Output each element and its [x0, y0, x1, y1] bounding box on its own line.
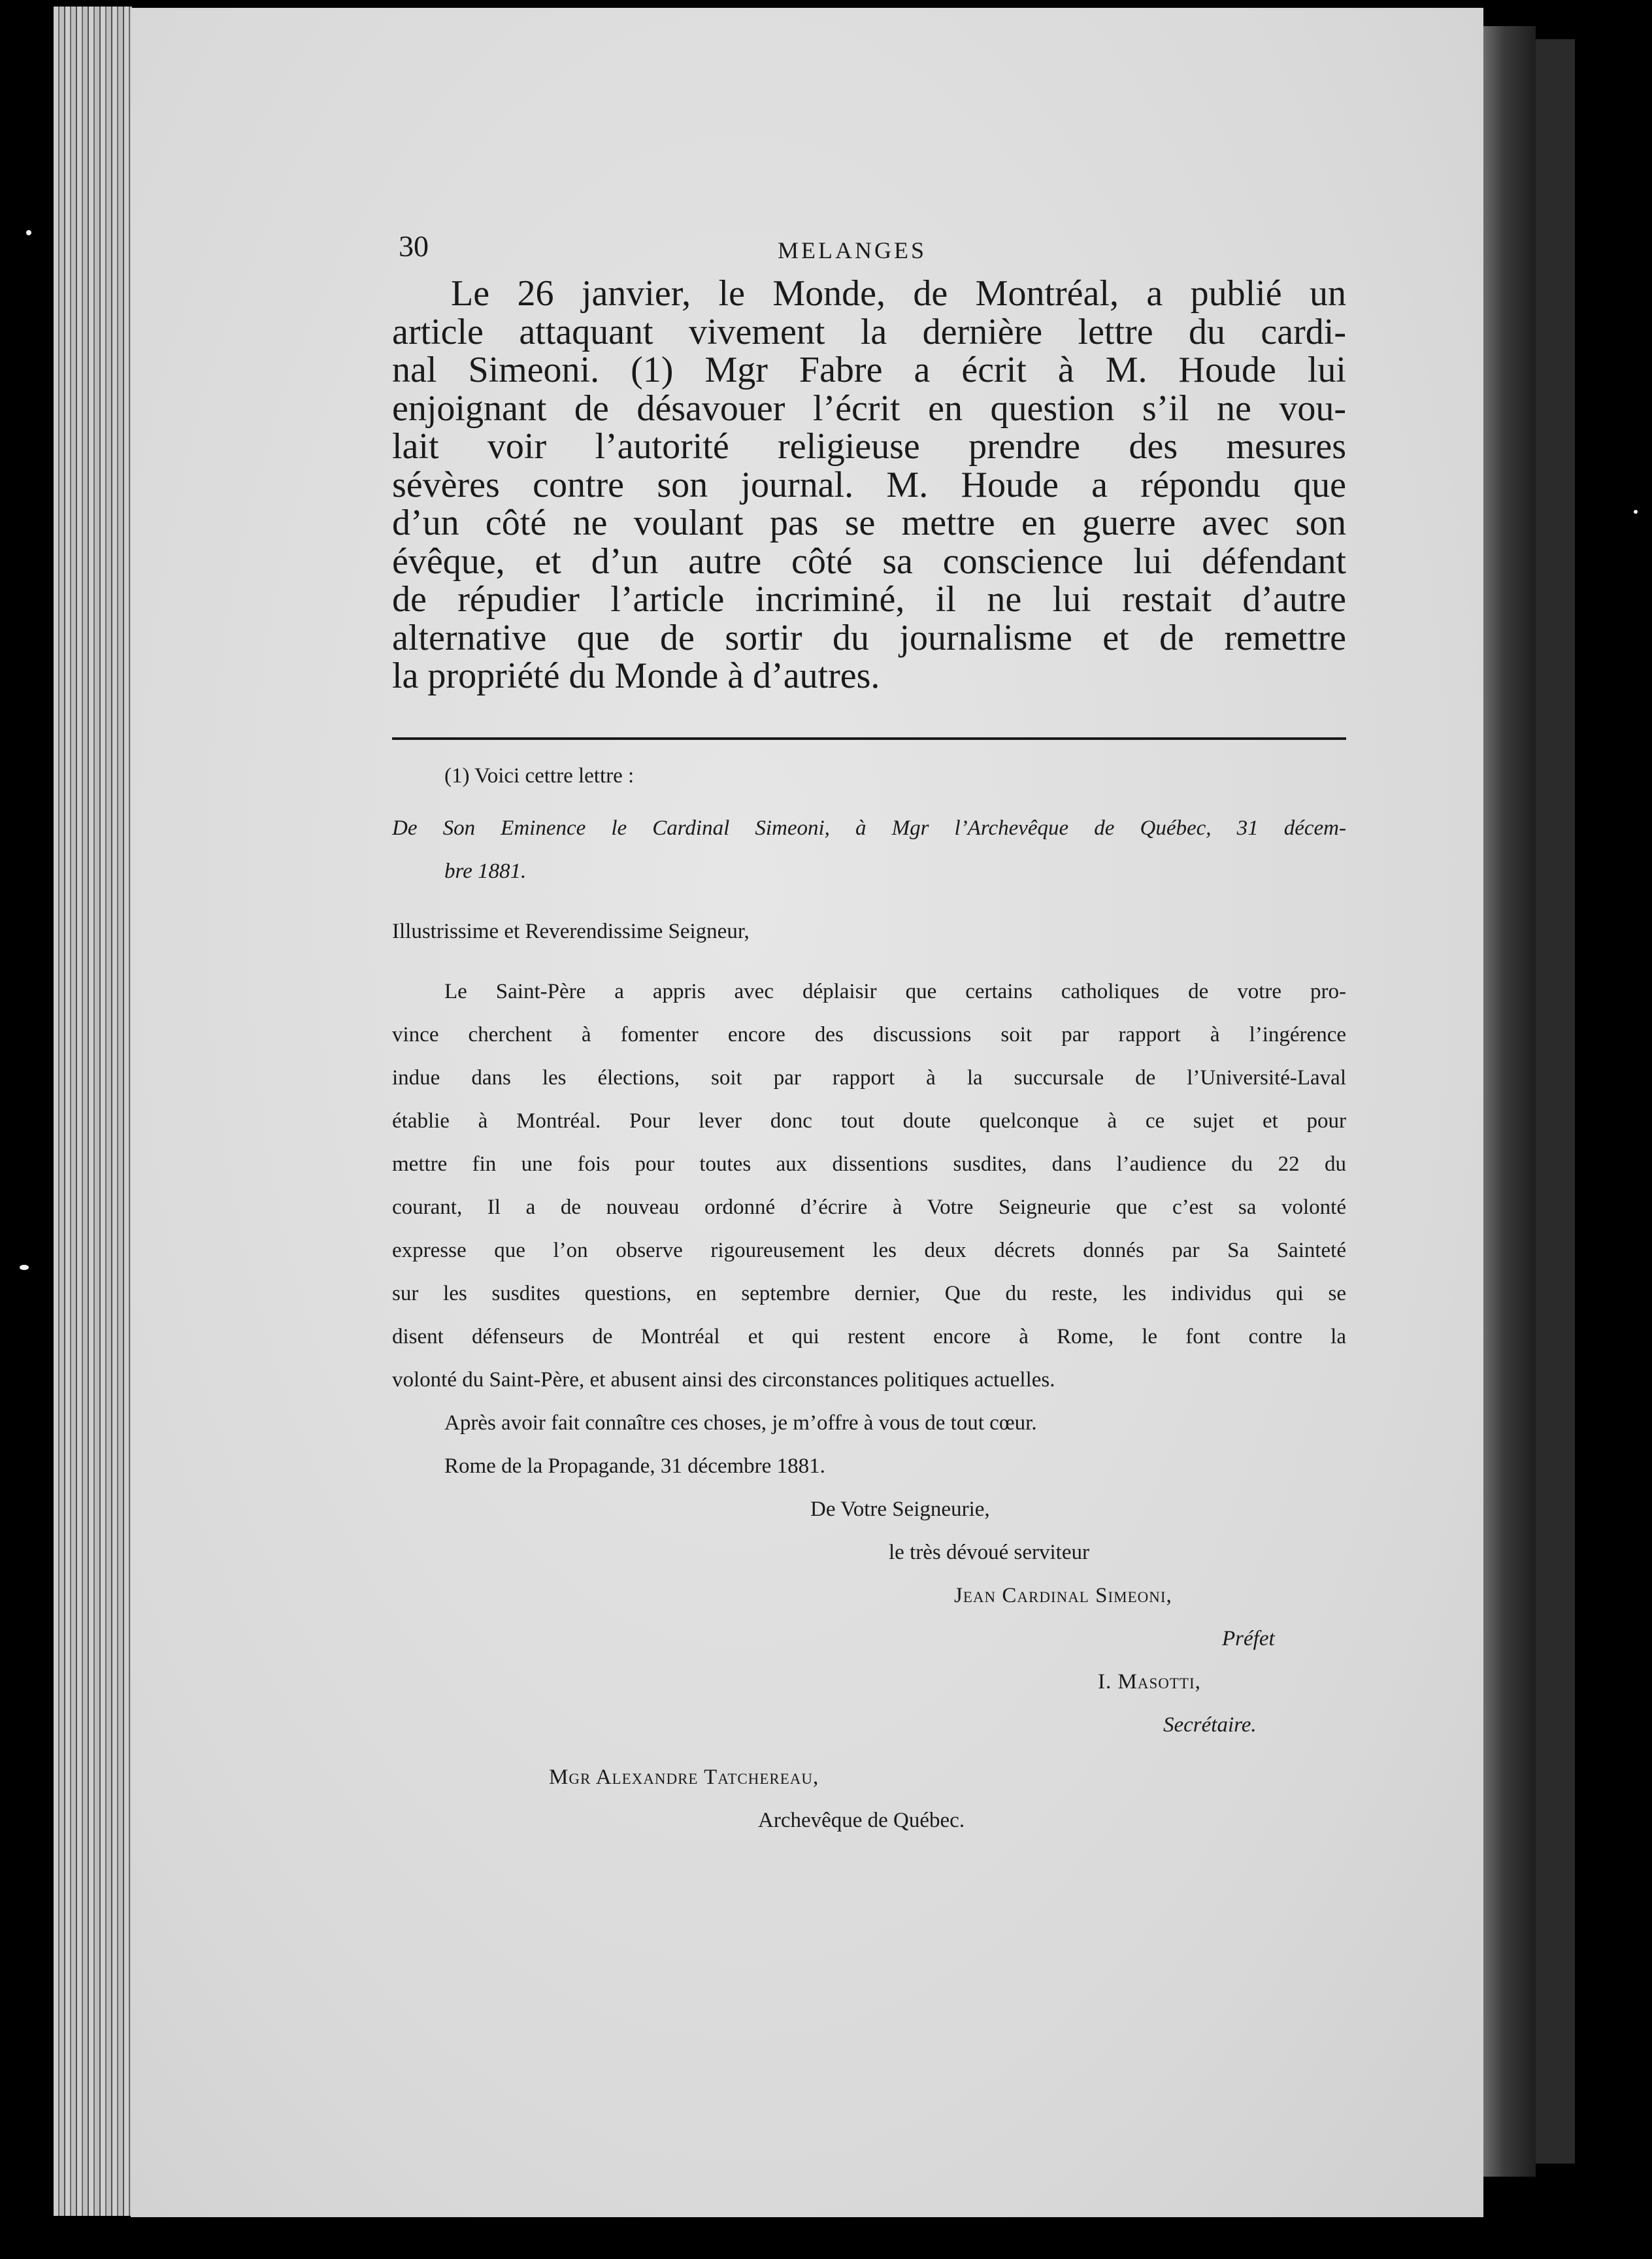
book-fore-edge: [54, 7, 132, 2216]
signatory-name: Jean Cardinal Simeoni,: [954, 1583, 1172, 1607]
letter-line: indue dans les élections, soit par rapport à la succursale de l’Université-Laval: [392, 1065, 1346, 1090]
letter-line: établie à Montréal. Pour lever donc tout doute quelconque à ce sujet et pour: [392, 1109, 1346, 1133]
letter-line: volonté du Saint-Père, et abusent ainsi des circonstances politiques actuelles.: [392, 1367, 1055, 1392]
letter-line: Le Saint-Père a appris avec déplaisir que certains catholiques de votre pro-: [444, 979, 1346, 1003]
opposite-page-edge: [1536, 39, 1575, 2164]
page-number: 30: [399, 229, 429, 263]
letter-place-date: Rome de la Propagande, 31 décembre 1881.: [444, 1454, 825, 1478]
paragraph-line: évêque, et d’un autre côté sa conscience lui défendant: [392, 541, 1346, 582]
letter-heading: De Son Eminence le Cardinal Simeoni, à Mgr l’Archevêque de Québec, 31 décem-: [392, 816, 1346, 840]
footnote-intro: (1) Voici cettre lettre :: [444, 763, 635, 788]
binding-shadow: [1483, 26, 1536, 2177]
letter-line: courant, Il a de nouveau ordonné d’écrire à Votre Seigneurie que c’est sa volonté: [392, 1195, 1346, 1219]
page-content: [392, 229, 1346, 1842]
signatory-title: Secrétaire.: [1163, 1713, 1257, 1737]
running-head: [392, 229, 1346, 275]
footnote: [392, 754, 1346, 1842]
signature-line: De Votre Seigneurie,: [810, 1497, 990, 1521]
signatory-title: Préfet: [1222, 1626, 1275, 1650]
paragraph-line: nal Simeoni. (1) Mgr Fabre a écrit à M. Houde lui: [392, 350, 1346, 390]
paragraph-line: Le 26 janvier, le Monde, de Montréal, a publié un: [451, 273, 1346, 314]
paragraph-line: alternative que de sortir du journalisme et de remettre: [392, 617, 1346, 658]
paragraph-line: la propriété du Monde à d’autres.: [392, 656, 880, 696]
letter-closing: Après avoir fait connaître ces choses, je m’offre à vous de tout cœur.: [444, 1411, 1037, 1435]
addressee-title: Archevêque de Québec.: [758, 1808, 965, 1832]
paragraph-line: de répudier l’article incriminé, il ne lui restait d’autre: [392, 579, 1346, 620]
footnote-rule: [392, 737, 1346, 740]
addressee-name: Mgr Alexandre Tatchereau,: [549, 1765, 819, 1789]
scan-speck: [1634, 510, 1638, 514]
scan-speck: [20, 1265, 29, 1270]
running-title: MELANGES: [778, 237, 927, 263]
letter-line: mettre fin une fois pour toutes aux dissentions susdites, dans l’audience du 22 du: [392, 1152, 1346, 1176]
main-paragraph: [392, 275, 1346, 695]
paragraph-line: sévères contre son journal. M. Houde a répondu que: [392, 464, 1346, 505]
signature-line: le très dévoué serviteur: [889, 1540, 1089, 1564]
paragraph-line: article attaquant vivement la dernière lettre du cardi-: [392, 311, 1346, 352]
paragraph-line: d’un côté ne voulant pas se mettre en guerre avec son: [392, 503, 1346, 543]
letter-heading: bre 1881.: [444, 859, 527, 883]
paragraph-line: enjoignant de désavouer l’écrit en question s’il ne vou-: [392, 388, 1346, 429]
paragraph-line: lait voir l’autorité religieuse prendre des mesures: [392, 426, 1346, 467]
signatory-name: I. Masotti,: [1098, 1669, 1201, 1694]
letter-line: expresse que l’on observe rigoureusement les deux décrets donnés par Sa Sainteté: [392, 1238, 1346, 1262]
scan-speck: [26, 230, 31, 235]
letter-line: vince cherchent à fomenter encore des discussions soit par rapport à l’ingérence: [392, 1022, 1346, 1046]
letter-salutation: Illustrissime et Reverendissime Seigneur,: [392, 919, 750, 943]
letter-line: disent défenseurs de Montréal et qui restent encore à Rome, le font contre la: [392, 1324, 1346, 1348]
letter-line: sur les susdites questions, en septembre dernier, Que du reste, les individus qui se: [392, 1281, 1346, 1305]
